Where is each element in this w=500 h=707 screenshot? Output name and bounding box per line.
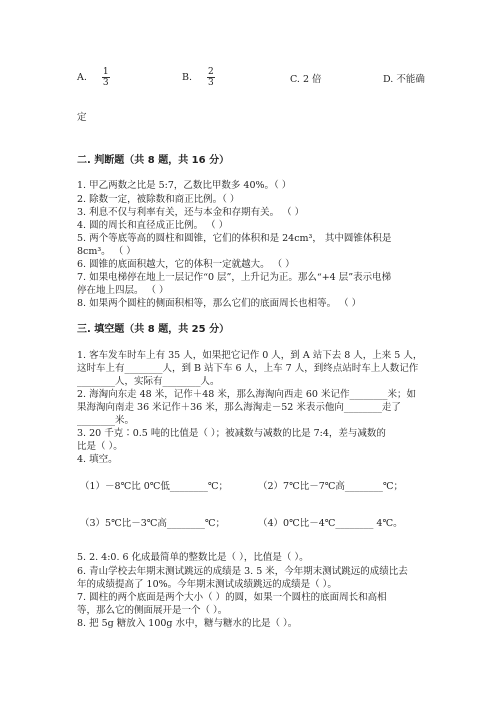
list-item: 2. 海淘向东走 48 米，记作＋48 米，那么海淘向西走 60 米记作________米；如: [77, 389, 416, 400]
list-item: 8. 如果两个圆柱的侧面积相等，那么它们的底面周长也相等。 （ ）: [77, 298, 362, 309]
sub-item-3: （3）5℃比－3℃高________℃；: [80, 518, 226, 529]
option-a-denominator: 3: [102, 78, 109, 88]
sub-item-2: （2）7℃比－7℃高________℃；: [258, 481, 404, 492]
option-d: D. 不能确: [383, 74, 425, 85]
option-a-label: A.: [77, 72, 87, 83]
list-item: 1. 甲乙两数之比是 5:7，乙数比甲数多 40%。（ ）: [77, 180, 292, 191]
list-item: 3. 利息不仅与利率有关，还与本金和存期有关。 （ ）: [77, 207, 305, 218]
list-item: ________人，实际有________人。: [77, 376, 220, 387]
list-item: 停在地上四层。 （ ）: [77, 285, 169, 296]
list-item: 7. 圆柱的两个底面是两个大小（ ）的圆，如果一个圆柱的底面周长和高相: [77, 592, 387, 603]
list-item: 6. 青山学校去年期末测试跳远的成绩是 3. 5 米，今年期末测试跳远的成绩比去: [77, 566, 408, 577]
option-b-label: B.: [182, 72, 193, 83]
list-item: 5. 2. 4:0. 6 化成最简单的整数比是（ ），比值是（ ）。: [77, 552, 309, 563]
list-item: 这时车上有________人，到 B 站下车 6 人，上车 7 人，到终点站时车上人数记作: [77, 363, 419, 374]
section-3-title: 三. 填空题（共 8 题，共 25 分）: [77, 324, 230, 335]
list-item: 4. 填空。: [77, 454, 118, 465]
list-item: 2. 除数一定，被除数和商正比例。（ ）: [77, 194, 240, 205]
list-item: 1. 客车发车时车上有 35 人，如果把它记作 0 人，到 A 站下去 8 人，上来 5 人，: [77, 350, 423, 361]
list-item: 3. 20 千克∶0.5 吨的比值是（ ）；被减数与减数的比是 7:4，差与减数的: [77, 428, 386, 439]
list-item: 6. 圆锥的底面积越大，它的体积一定就越大。 （ ）: [77, 259, 295, 270]
option-a-numerator: 1: [102, 67, 109, 77]
option-b-denominator: 3: [208, 78, 214, 88]
list-item: 比是（ ）。: [77, 441, 123, 452]
list-item: 7. 如果电梯停在地上一层记作“0 层”，上升记为正。那么“+4 层”表示电梯: [77, 272, 392, 283]
list-item: 等，那么它的侧面展开是一个（ ）。: [77, 605, 228, 616]
option-a-fraction: [101, 67, 111, 88]
option-b-fraction: [206, 67, 216, 88]
list-item: ________米。: [77, 415, 135, 426]
list-item: 年的成绩提高了 10%。今年期末测试成绩跳远的成绩是（ ）。: [77, 579, 337, 590]
section-2-title: 二. 判断题（共 8 题，共 16 分）: [77, 155, 230, 166]
option-b: [182, 67, 216, 88]
list-item: 5. 两个等底等高的圆柱和圆锥，它们的体积和是 24cm³， 其中圆锥体积是: [77, 233, 392, 244]
sub-item-1: （1）－8℃比 0℃低________℃；: [80, 481, 229, 492]
option-d-continued: 定: [77, 112, 87, 123]
list-item: 果海淘向南走 36 米记作＋36 米，那么海淘走－52 米表示他向________走了: [77, 402, 401, 413]
list-item: 4. 圆的周长和直径成正比例。 （ ）: [77, 220, 229, 231]
option-a: [77, 67, 111, 88]
option-c: C. 2 倍: [290, 74, 322, 85]
list-item: 8. 把 5g 糖放入 100g 水中，糖与糖水的比是（ ）。: [77, 618, 298, 629]
list-item: 8cm³。 （ ）: [77, 246, 136, 257]
sub-item-4: （4）0℃比－4℃________ 4℃。: [258, 518, 403, 529]
option-b-numerator: 2: [208, 67, 214, 77]
